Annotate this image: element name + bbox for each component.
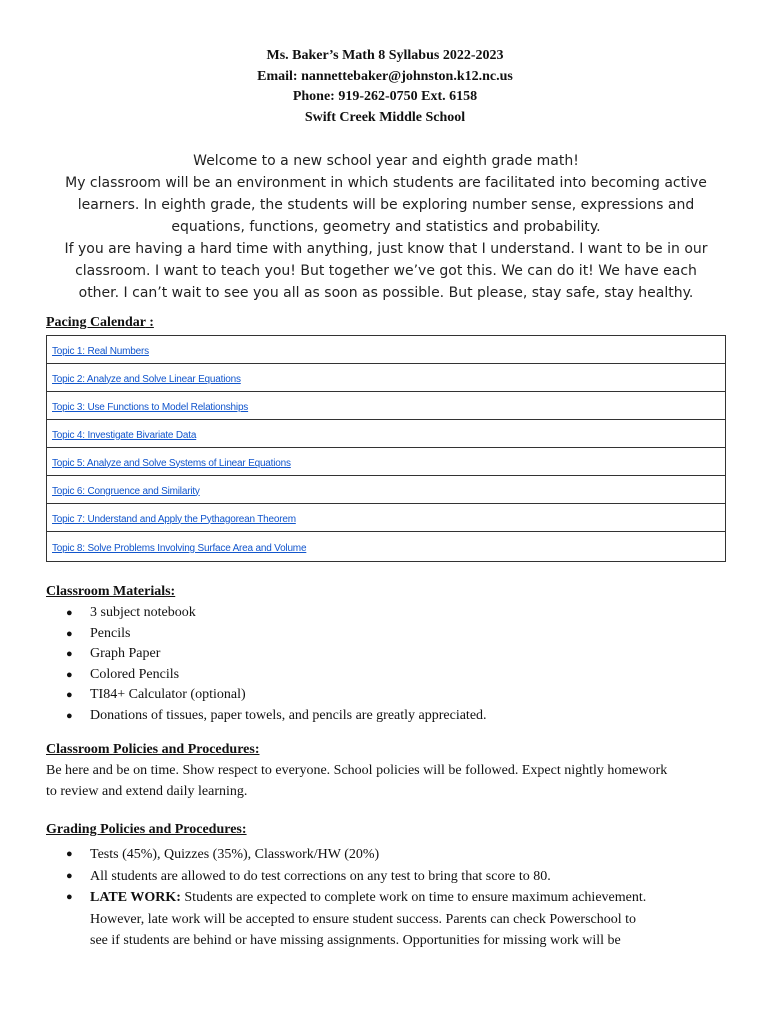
classroom-materials-heading: Classroom Materials: (46, 584, 176, 599)
table-row (47, 336, 726, 364)
bullet-icon: ● (66, 869, 73, 882)
bullet-icon: ● (66, 627, 73, 640)
table-row (47, 504, 726, 532)
welcome-line: equations, functions, geometry and statistics and probability. (171, 219, 601, 235)
list-item: ● All students are allowed to do test corrections on any test to bring that score to 80. (66, 866, 731, 888)
bullet-icon: ● (66, 709, 73, 722)
topic-5-link[interactable]: Topic 5: Analyze and Solve Systems of Linear Equations (52, 457, 291, 469)
list-item: ● Graph Paper (66, 644, 487, 665)
pacing-calendar-heading: Pacing Calendar : (46, 315, 154, 330)
syllabus-title: Ms. Baker’s Math 8 Syllabus 2022-2023 (266, 48, 504, 63)
teacher-phone: Phone: 919-262-0750 Ext. 6158 (292, 89, 478, 104)
topic-1-link[interactable]: Topic 1: Real Numbers (52, 345, 149, 357)
welcome-line: learners. In eighth grade, the students will be exploring number sense, expressions and (77, 197, 695, 213)
bullet-icon: ● (66, 648, 73, 661)
bullet-icon: ● (66, 607, 73, 619)
topic-2-link[interactable]: Topic 2: Analyze and Solve Linear Equations (52, 373, 241, 385)
syllabus-header (0, 46, 770, 128)
welcome-line: My classroom will be an environment in which students are facilitated into becoming active (65, 175, 707, 191)
list-item: ● Colored Pencils (66, 665, 487, 686)
list-item: ● Tests (45%), Quizzes (35%), Classwork/HW (20%) (66, 844, 731, 866)
topic-4-link[interactable]: Topic 4: Investigate Bivariate Data (52, 429, 197, 441)
list-item: ● Pencils (66, 624, 487, 645)
late-work-label: LATE WORK: (90, 890, 181, 905)
classroom-policies-text: Be here and be on time. Show respect to everyone. School policies will be followed. Expect nightly homework to review and extend daily learning. (46, 763, 668, 799)
table-row (47, 532, 726, 562)
table-row (47, 448, 726, 476)
school-name: Swift Creek Middle School (304, 109, 466, 125)
bullet-icon: ● (66, 668, 73, 681)
topic-6-link[interactable]: Topic 6: Congruence and Similarity (52, 485, 200, 497)
bullet-icon: ● (66, 891, 73, 903)
pacing-calendar-table (46, 335, 726, 562)
welcome-line: Welcome to a new school year and eighth grade math! (193, 153, 579, 169)
materials-list (66, 603, 487, 727)
table-row (47, 420, 726, 448)
table-row (47, 392, 726, 420)
teacher-email: Email: nannettebaker@johnston.k12.nc.us (257, 68, 513, 84)
list-item: ● LATE WORK: Students are expected to complete work on time to ensure maximum achievement. However, late work will be accepted to ensure student success. Parents can check Powerschool to see if students are behind or have missing assignments. Opportunities for missing work will be (66, 887, 731, 952)
welcome-line: If you are having a hard time with anything, just know that I understand. I want to be in our (64, 241, 708, 257)
bullet-icon: ● (66, 689, 73, 702)
list-item: ● Donations of tissues, paper towels, and pencils are greatly appreciated. (66, 706, 487, 727)
topic-8-link[interactable]: Topic 8: Solve Problems Involving Surface Area and Volume (52, 542, 307, 554)
bullet-icon: ● (66, 848, 73, 860)
welcome-message (46, 150, 726, 304)
table-row (47, 476, 726, 504)
classroom-policies-heading: Classroom Policies and Procedures: (46, 742, 260, 757)
grading-list (66, 844, 731, 952)
grading-policies-heading: Grading Policies and Procedures: (46, 822, 247, 837)
table-row (47, 364, 726, 392)
list-item: ● 3 subject notebook (66, 603, 487, 624)
topic-7-link[interactable]: Topic 7: Understand and Apply the Pythagorean Theorem (52, 513, 296, 525)
welcome-line: other. I can’t wait to see you all as soon as possible. But please, stay safe, stay healthy. (78, 285, 694, 301)
welcome-line: classroom. I want to teach you! But together we’ve got this. We can do it! We have each (75, 263, 697, 279)
list-item: ● TI84+ Calculator (optional) (66, 685, 487, 706)
topic-3-link[interactable]: Topic 3: Use Functions to Model Relationships (52, 401, 249, 413)
